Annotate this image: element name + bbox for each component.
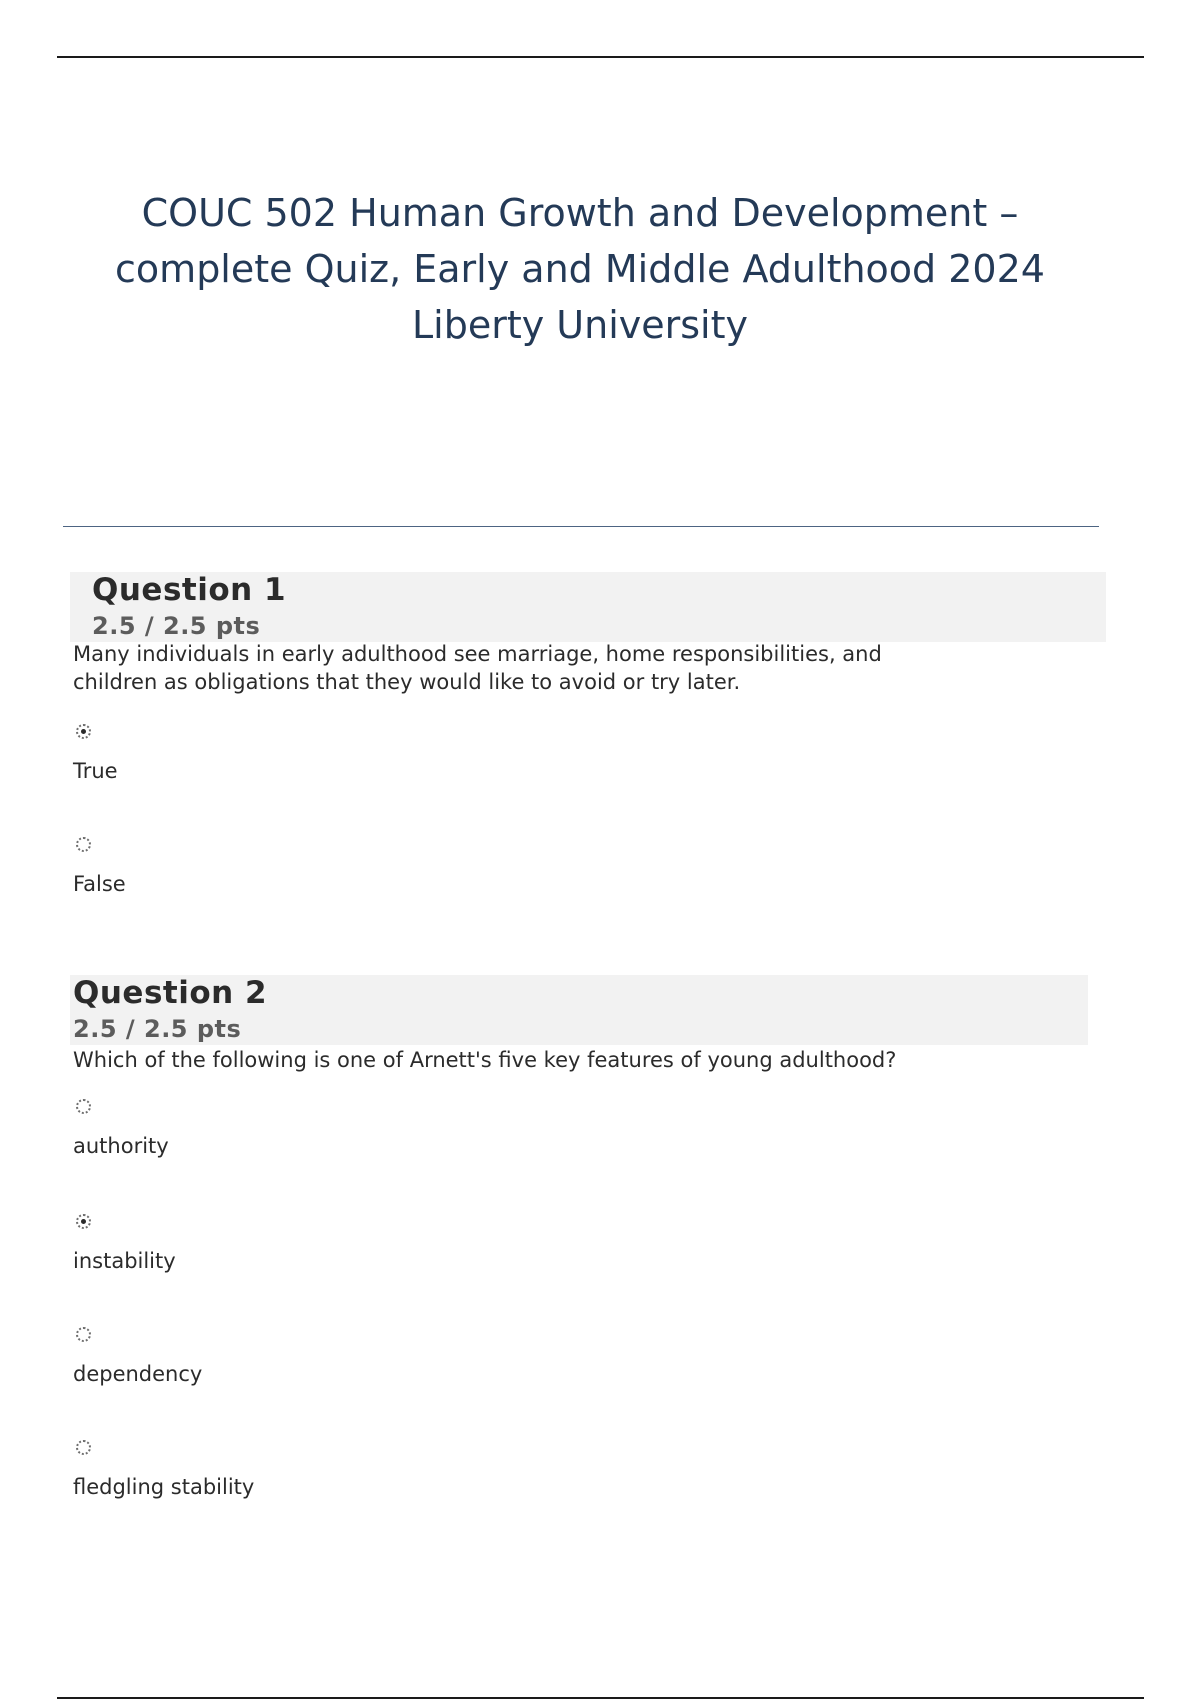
title-divider [63,526,1099,527]
question-2-option-instability-label[interactable]: instability [73,1249,176,1273]
question-1-option-false-radio[interactable] [76,837,91,852]
question-2-text: Which of the following is one of Arnett's five key features of young adulthood? [73,1048,897,1072]
question-2-header [70,975,1088,1045]
question-2-points: 2.5 / 2.5 pts [73,1015,242,1043]
question-2-option-fledgling-stability-label[interactable]: fledgling stability [73,1475,255,1499]
question-1-header [70,572,1106,642]
question-2-option-dependency-radio[interactable] [76,1327,91,1342]
question-1-text: Many individuals in early adulthood see marriage, home responsibilities, and children as obligations that they would like to avoid or try later. [73,642,882,694]
question-1-points: 2.5 / 2.5 pts [92,612,261,640]
bottom-rule [57,1697,1144,1699]
question-2-option-authority-radio[interactable] [76,1099,91,1114]
question-1-option-false-label[interactable]: False [73,872,126,896]
question-1-option-true-radio[interactable] [76,724,91,739]
question-1-option-true-label[interactable]: True [73,759,118,783]
question-2-option-dependency-label[interactable]: dependency [73,1362,203,1386]
top-rule [57,56,1144,58]
question-2-option-authority-label[interactable]: authority [73,1134,169,1158]
question-2-option-fledgling-stability-radio[interactable] [76,1440,91,1455]
document-title: COUC 502 Human Growth and Development – complete Quiz, Early and Middle Adulthood 2024 Liberty University [115,191,1045,347]
question-2-option-instability-radio[interactable] [76,1214,91,1229]
question-2-title: Question 2 [73,975,268,1011]
question-1-title: Question 1 [92,572,287,608]
